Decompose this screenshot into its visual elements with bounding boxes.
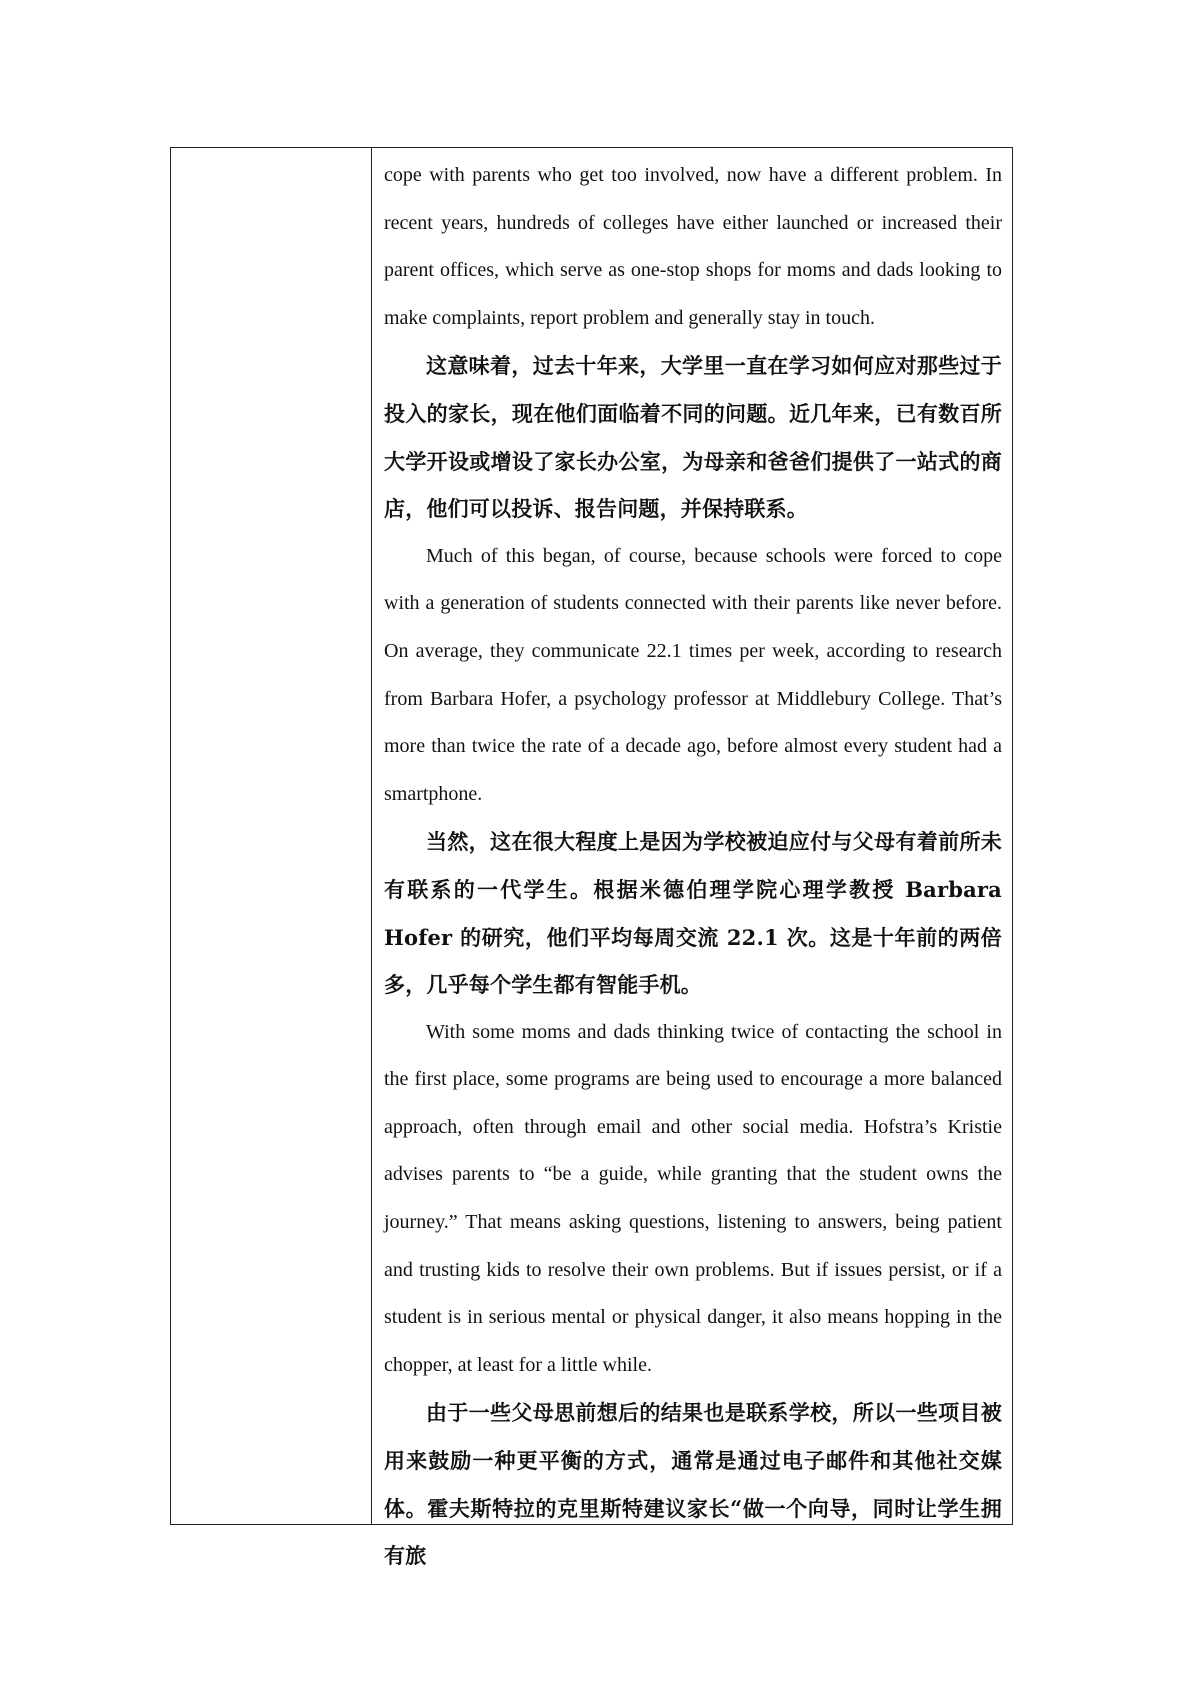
paragraph-zh-2: 当然，这在很大程度上是因为学校被迫应付与父母有着前所未有联系的一代学生。根据米德伯理学院心理学教授 Barbara Hofer 的研究，他们平均每周交流 22.1 次。这是十年前的两倍多，几乎每个学生都有智能手机。 <box>384 829 1002 998</box>
paragraph-zh-1: 这意味着，过去十年来，大学里一直在学习如何应对那些过于投入的家长，现在他们面临着不同的问题。近几年来，已有数百所大学开设或增设了家长办公室，为母亲和爸爸们提供了一站式的商店，他们可以投诉、报告问题，并保持联系。 <box>384 353 1002 522</box>
paragraph-en-1: cope with parents who get too involved, now have a different problem. In recent years, hundreds of colleges have either launched or increased their parent offices, which serve as one-stop shops for moms and dads looking to make complaints, report problem and generally stay in touch. <box>384 164 1002 329</box>
document-table <box>170 147 1013 1569</box>
paragraph-zh-3: 由于一些父母思前想后的结果也是联系学校，所以一些项目被用来鼓励一种更平衡的方式，通常是通过电子邮件和其他社交媒体。霍夫斯特拉的克里斯特建议家长“做一个向导，同时让学生拥有旅 <box>384 1400 1002 1569</box>
table-content-cell <box>372 148 1012 1569</box>
paragraph-en-2: Much of this began, of course, because schools were forced to cope with a generation of students connected with their parents like never before. On average, they communicate 22.1 times per week, according to research from Barbara Hofer, a psychology professor at Middlebury College. That’s more than twice the rate of a decade ago, before almost every student had a smartphone. <box>384 544 1002 805</box>
paragraph-en-3: With some moms and dads thinking twice of contacting the school in the first place, some programs are being used to encourage a more balanced approach, often through email and other social media. Hofstra’s Kristie advises parents to “be a guide, while granting that the student owns the journey.” That means asking questions, listening to answers, being patient and trusting kids to resolve their own problems. But if issues persist, or if a student is in serious mental or physical danger, it also means hopping in the chopper, at least for a little while. <box>384 1020 1002 1376</box>
table-left-cell <box>171 148 372 1524</box>
